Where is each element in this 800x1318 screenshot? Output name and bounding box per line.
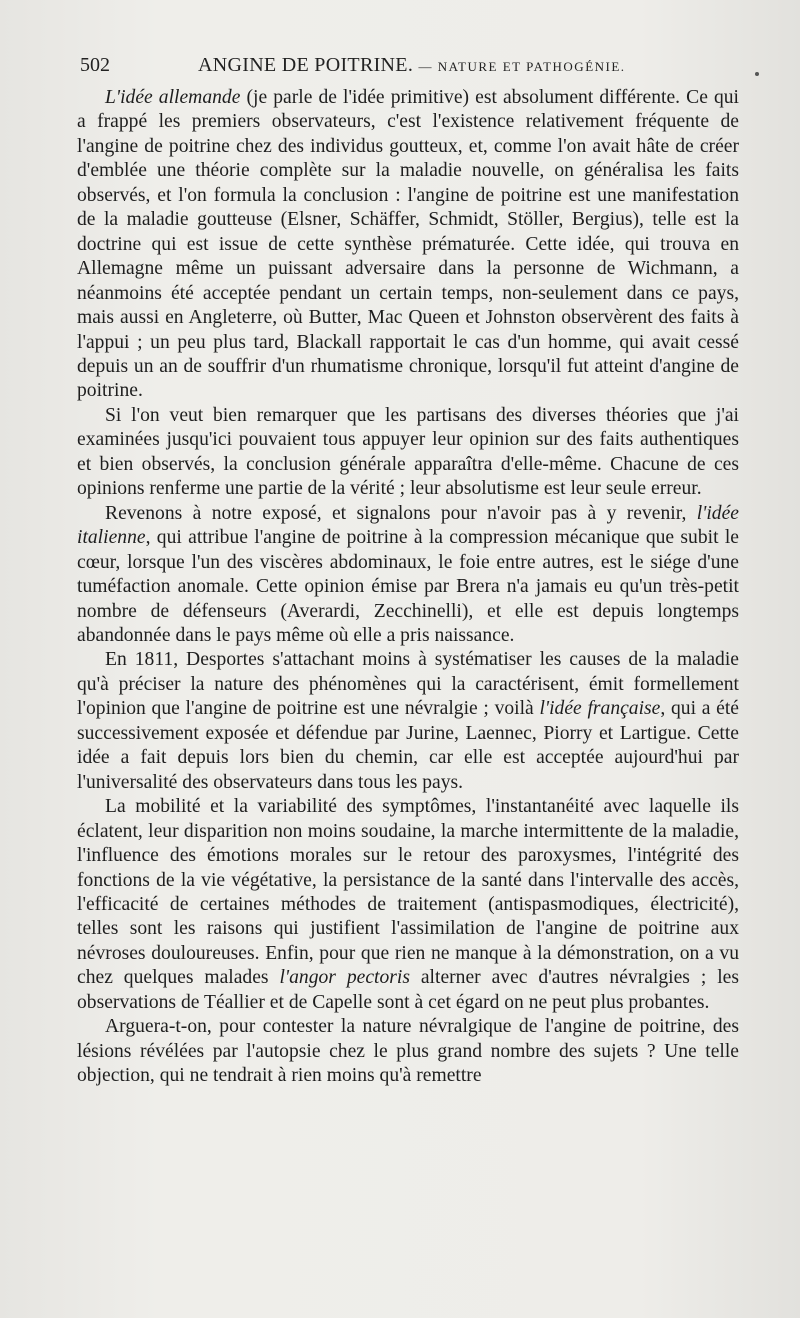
running-title-sub: — NATURE ET PATHOGÉNIE. bbox=[418, 59, 626, 74]
page-number: 502 bbox=[80, 54, 110, 76]
running-title-main: ANGINE DE POITRINE. bbox=[198, 54, 414, 76]
paragraph-4-text-a: En 1811, Desportes s'attachant moins à systématiser les causes de la maladie qu'à préciser la nature des phénomènes qui la caractérisent, émit formellement l'opinion que l'angine de poitrine est une névralgie ; voilà bbox=[77, 649, 739, 720]
margin-speck bbox=[755, 72, 759, 76]
paragraph-4-italic: l'idée française bbox=[539, 698, 661, 720]
paragraph-3 bbox=[77, 502, 739, 649]
running-header bbox=[78, 50, 738, 80]
paragraph-1-text: (je parle de l'idée primitive) est absolument différente. Ce qui a frappé les premiers observateurs, c'est l'existence relativement fréquente de l'angine de poitrine chez des individus goutteux, et, comme l'on avait hâte de créer d'emblée une théorie complète sur la maladie nouvelle, on généralisa les faits observés, et l'on formula la conclusion : l'angine de poitrine est une manifestation de la maladie goutteuse (Elsner, Schäffer, Schmidt, Stöller, Bergius), telle est la doctrine qui est issue de cette synthèse prématurée. Cette idée, qui trouva en Allemagne même un puissant adversaire dans la personne de Wichmann, a néanmoins été acceptée pendant un certain temps, non-seulement dans ce pays, mais aussi en Angleterre, où Butter, Mac Queen et Johnston observèrent des faits à l'appui ; un peu plus tard, Blackall rapportait le cas d'un homme, qui avait cessé depuis un an de souffrir d'un rhumatisme chronique, lorsqu'il fut atteint d'angine de poitrine. bbox=[77, 87, 739, 402]
paragraph-1-italic: L'idée allemande bbox=[105, 87, 241, 108]
paragraph-3-text-a: Revenons à notre exposé, et signalons pour n'avoir pas à y revenir, bbox=[105, 502, 697, 524]
paragraph-5 bbox=[77, 795, 739, 1015]
paragraph-1 bbox=[77, 86, 739, 404]
paragraph-2 bbox=[77, 404, 739, 502]
paragraph-4 bbox=[77, 648, 739, 795]
paragraph-4-text-b: , qui a été successivement exposée et défendue par Jurine, Laennec, Piorry et Lartigue. Cette idée a fait depuis lors bien du chemin, car elle est acceptée aujourd'hui par l'universalité des observateurs dans tous les pays. bbox=[77, 698, 739, 793]
paragraph-3-text-b: , qui attribue l'angine de poitrine à la compression mécanique que subit le cœur, lorsque l'un des viscères abdominaux, le foie entre autres, est le siége d'une tuméfaction anomale. Cette opinion émise par Brera n'a jamais eu qu'un très-petit nombre de défenseurs (Averardi, Zecchinelli), et elle est depuis longtemps abandonnée dans le pays même où elle a pris naissance. bbox=[77, 527, 739, 646]
paragraph-5-italic: l'angor pectoris bbox=[279, 967, 410, 989]
paragraph-6 bbox=[77, 1015, 739, 1088]
body-text bbox=[77, 86, 739, 1089]
paragraph-3-italic: l'idée italienne bbox=[77, 502, 739, 549]
paragraph-6-text: Arguera-t-on, pour contester la nature névralgique de l'angine de poitrine, des lésions révélées par l'autopsie chez le plus grand nombre des sujets ? Une telle objection, qui ne tendrait à rien moins qu'à remettre bbox=[77, 1016, 739, 1087]
paragraph-5-text-b: alterner avec d'autres névralgies ; les observations de Téallier et de Capelle sont à cet égard on ne peut plus probantes. bbox=[77, 967, 739, 1013]
running-title bbox=[198, 54, 626, 77]
paragraph-5-text-a: La mobilité et la variabilité des symptômes, l'instantanéité avec laquelle ils éclatent, leur disparition non moins soudaine, la marche intermittente de la maladie, l'influence des émotions morales sur le retour des paroxysmes, l'intégrité des fonctions de la vie végétative, la persistance de la santé dans l'intervalle des accès, l'efficacité de certaines méthodes de traitement (antispasmodiques, électricité), telles sont les raisons qui justifient l'assimilation de l'angine de poitrine aux névroses douloureuses. Enfin, pour que rien ne manque à la démonstration, on a vu chez quelques malades bbox=[77, 796, 739, 989]
paragraph-2-text: Si l'on veut bien remarquer que les partisans des diverses théories que j'ai examinées jusqu'ici pouvaient tous appuyer leur opinion sur des faits authentiques et bien observés, la conclusion générale apparaîtra d'elle-même. Chacune de ces opinions renferme une partie de la vérité ; leur absolutisme est leur seule erreur. bbox=[77, 404, 739, 500]
